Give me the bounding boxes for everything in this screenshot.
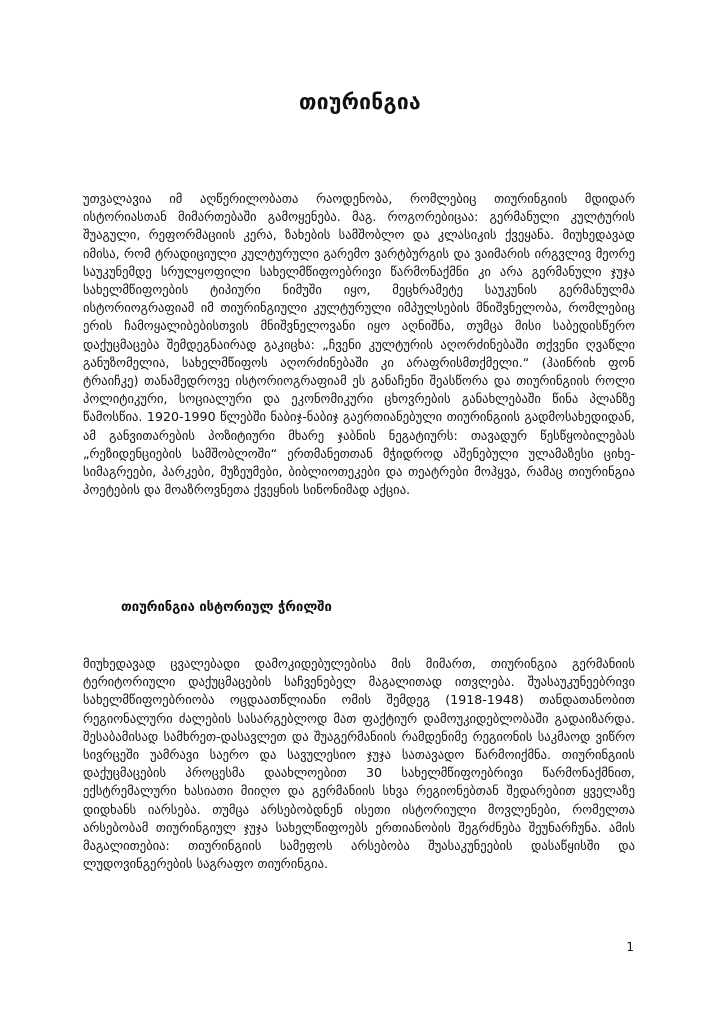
body-paragraph-history: მიუხედავად ცვალებადი დამოკიდებულებისა მის მიმართ, თიურინგია გერმანიის ტერიტორიული დაქუცმაცების საჩვენებელ მაგალითად ითვლება. შუასაუკუნეებრივი სახელმწიფოებრიობა ოცდაათწლიანი ომის შემდეგ (1918-1948) თანდათანობით რეგიონალური ძალების სასარგებლოდ მათ ფაქტიურ დამოუკიდებლობაში გადაიზარდა. შესაბამისად სამხრეთ-დასავლეთ და შუაგერმანიის რამდენიმე რეგიონის საკმაოდ ვიწრო სივრცეში უამრავი საერო და სავულესიო ჯუჯა სათავადო წარმოიქმნა. თიურინგიის დაქუცმაცების პროცესმა დაახლოებით 30 სახელმწიფოებრივი წარმონაქმნით, ექსტრემალური ხასიათი მიიღო და გერმანიის სხვა რეგიონებთან შედარებით ყველაზე დიდხანს იარსება. თუმცა არსებობდნენ ისეთი ისტორიული მოვლენები, რომელთა არსებობამ თიურინგიულ ჯუჯა სახელწიფოებს ერთიანობის შეგრძნება შეუნარჩუნა. ამის მაგალითებია: თიურინგიის სამეფოს არსებობა შუასაკუნეების დასაწყისში და ლუდოვინგერების საგრაფო თიურინგია. [83, 656, 635, 872]
page-title: თიურინგია [299, 90, 421, 114]
page-number: 1 [626, 940, 634, 954]
section-heading: თიურინგია ისტორიულ ჭრილში [121, 600, 332, 615]
body-paragraph-intro: უთვალავია იმ აღწერილობათა რაოდენობა, რომლებიც თიურინგიის მდიდარ ისტორიასთან მიმართებაში გამოყენება. მაგ. როგორებიცაა: გერმანული კულტურის შუაგული, რეფორმაციის კერა, ზახების სამშობლო და კლასიკის ქვეყანა. მიუხედავად იმისა, რომ ტრადიციული კულტურული გარემო ვარტბურგის და ვაიმარის ირგვლივ მეორე საუკუნემდე სრულყოფილი სახელმწიფოებრივი წარმონაქმნი კი არა გერმანული ჯუჯა სახელმწიფოების ტიპიური ნიმუში იყო, მეცხრამეტე საუკუნის გერმანულმა ისტორიოგრაფიამ იმ თიურინგიული კულტურული იმპულსების მნიშვნელობა, რომლებიც ერის ჩამოყალიბებისთვის მნიშვნელოვანი იყო აღნიშნა, თუმცა მისი საბედისწერო დაქუცმაცება შემდეგნაირად გაკიცხა: „ჩვენი კულტურის აღორძინებაში თქვენი ღვაწლი განუზომელია, სახელმწიფოს აღორძინებაში კი არაფრისმთქმელი.“ (ჰაინრიხ ფონ ტრაიჩკე) თანამედროვე ისტორიოგრაფიამ ეს განაჩენი შეასწორა და თიურინგიის როლი პოლიტიკური, სოციალური და ეკონომიკური ცხოვრების განახლებაში წინა პლანზე წამოსწია. 1920-1990 წლებში ნაბიჯ-ნაბიჯ გაერთიანებული თიურინგიის გადმოსახედიდან, ამ განვითარების პოზიტიური მხარე ჯაბნის ნეგატიურს: თავადურ წესწყობილებას „რეზიდენციების სამშობლოში“ ერთმანეთთან მჭიდროდ აშენებული ულამაზესი ციხე-სიმაგრეები, პარკები, მუზეუმები, ბიბლიოთეკები და თეატრები მოჰყვა, რამაც თიურინგია პოეტების და მოაზროვნეთა ქვეყნის სინონიმად აქცია. [83, 191, 635, 498]
